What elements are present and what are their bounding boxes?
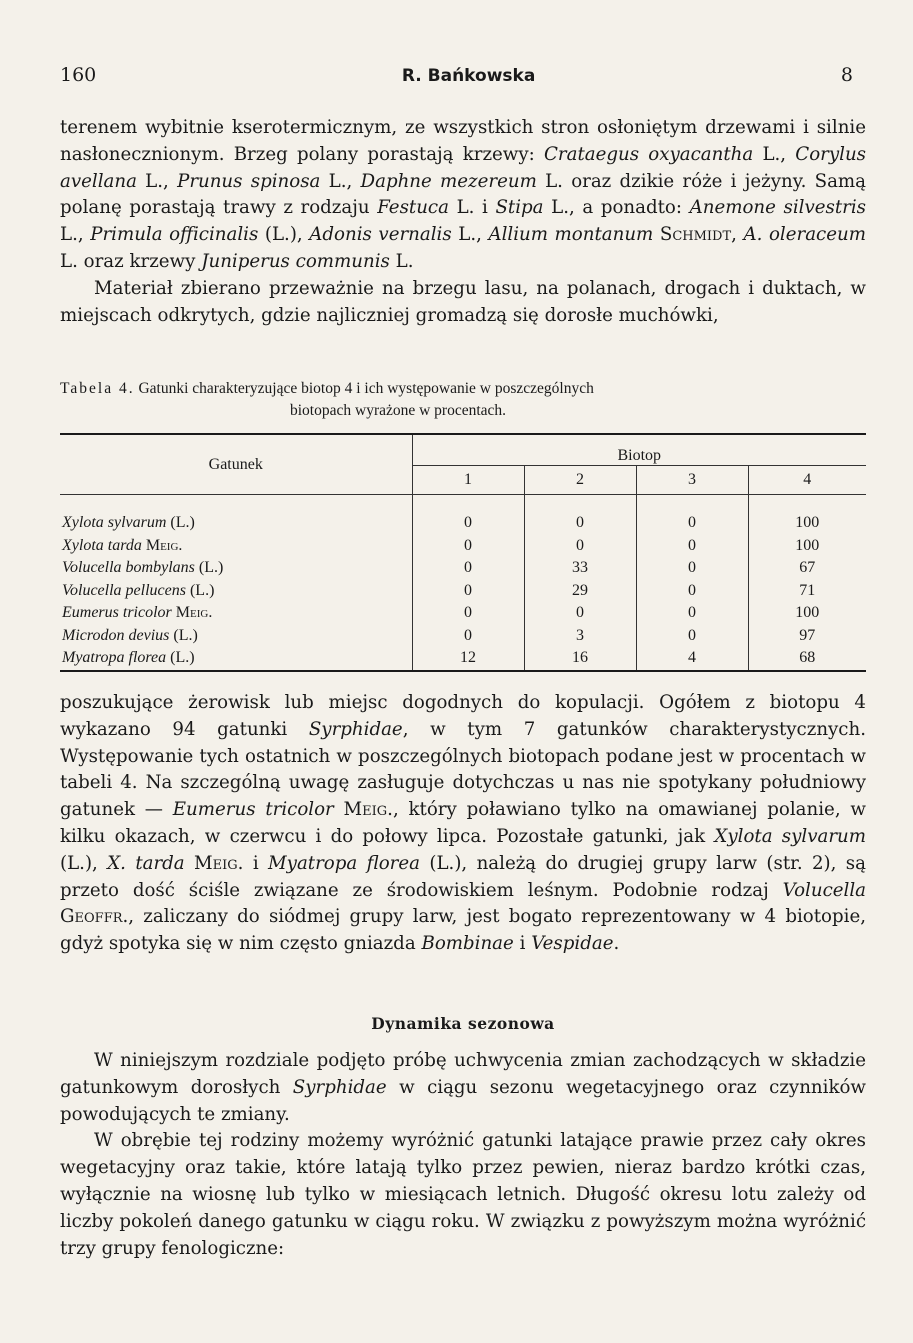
table-caption (60, 378, 866, 422)
body-text-top (60, 115, 866, 329)
value-cell: 0 (636, 625, 748, 648)
value-cell: 0 (412, 602, 524, 625)
column-header-biotop-1: 1 (412, 466, 524, 495)
species-cell: Xylota sylvarum (L.) (62, 514, 195, 532)
value-cell: 0 (524, 602, 636, 625)
value-cell: 0 (412, 580, 524, 603)
column-header-biotop-4: 4 (748, 466, 866, 495)
page-number: 160 (60, 64, 97, 86)
volume-number: 8 (840, 64, 853, 86)
value-cell: 0 (412, 557, 524, 580)
species-cell: Volucella pellucens (L.) (62, 581, 215, 599)
value-cell: 0 (636, 535, 748, 558)
value-cell: 12 (412, 647, 524, 671)
value-cell: 29 (524, 580, 636, 603)
value-cell: 0 (636, 580, 748, 603)
column-header-biotop-3: 3 (636, 466, 748, 495)
value-cell: 0 (412, 535, 524, 558)
paragraph-phenology: W obrębie tej rodziny możemy wyróżnić gatunki latające prawie przez cały okres wegetacyjny oraz takie, które latają tylko przez pewien, nieraz bardzo krótki czas, wyłącznie na wiosnę lub tylko w miesiącach letnich. Długość okresu lotu zależy od liczby pokoleń danego gatunku w ciągu roku. W związku z powyższym można wyróżnić trzy grupy fenologiczne: (60, 1130, 866, 1259)
value-cell: 0 (636, 512, 748, 535)
table-row (60, 580, 866, 603)
column-header-biotop: Biotop (412, 434, 866, 466)
table-row (60, 512, 866, 535)
species-cell: Myatropa florea (L.) (60, 647, 412, 671)
value-cell: 100 (748, 535, 866, 558)
body-text-middle (60, 690, 866, 958)
value-cell: 67 (748, 557, 866, 580)
value-cell: 68 (748, 647, 866, 671)
value-cell: 0 (524, 535, 636, 558)
table-row (60, 535, 866, 558)
table-label: Tabela 4. (60, 380, 135, 397)
value-cell: 71 (748, 580, 866, 603)
value-cell: 0 (412, 512, 524, 535)
value-cell: 100 (748, 602, 866, 625)
paragraph-continued: terenem wybitnie kserotermicznym, ze wszystkich stron osłoniętym drzewami i silnie nasłonecznionym. Brzeg polany porastają krzewy: Crataegus oxyacantha L., Corylus avellana L., Prunus spinosa L., Daphne mezereum L. oraz dzikie róże i jeżyny. Samą polanę porastają trawy z rodzaju Festuca L. i Stipa L., a ponadto: Anemone silvestris L., Primula officinalis (L.), Adonis vernalis L., Allium montanum Schmidt, A. oleraceum L. oraz krzewy Juniperus communis L. (60, 117, 867, 272)
running-header (60, 64, 853, 88)
table-row (60, 602, 866, 625)
value-cell: 0 (412, 625, 524, 648)
value-cell: 0 (636, 557, 748, 580)
section-title: Dynamika sezonowa (371, 1014, 555, 1033)
table-caption-line1: Gatunki charakteryzujące biotop 4 i ich występowanie w poszczególnych (134, 380, 594, 397)
table-row (60, 557, 866, 580)
running-author: R. Bańkowska (401, 66, 536, 86)
value-cell: 4 (636, 647, 748, 671)
column-header-species: Gatunek (60, 434, 412, 495)
value-cell: 16 (524, 647, 636, 671)
data-table (60, 433, 866, 672)
species-cell: Xylota tarda Meig. (62, 536, 183, 554)
table-caption-line2: biotopach wyrażone w procentach. (290, 402, 507, 419)
column-header-biotop-2: 2 (524, 466, 636, 495)
value-cell: 0 (636, 602, 748, 625)
species-cell: Microdon devius (L.) (62, 626, 198, 644)
species-cell: Eumerus tricolor Meig. (62, 604, 213, 622)
value-cell: 33 (524, 557, 636, 580)
body-text-bottom (60, 1048, 866, 1262)
value-cell: 3 (524, 625, 636, 648)
value-cell: 0 (524, 512, 636, 535)
table-row (60, 647, 866, 671)
table-row (60, 625, 866, 648)
paragraph-material: Materiał zbierano przeważnie na brzegu lasu, na polanach, drogach i duktach, w miejscach odkrytych, gdzie najliczniej gromadzą się dorosłe muchówki, (60, 277, 866, 326)
value-cell: 97 (748, 625, 866, 648)
species-cell: Volucella bombylans (L.) (62, 559, 224, 577)
paragraph-biotop-4: poszukujące żerowisk lub miejsc dogodnych do kopulacji. Ogółem z biotopu 4 wykazano 94 gatunki Syrphidae, w tym 7 gatunków charakterystycznych. Występowanie tych ostatnich w poszczególnych biotopach podane jest w procentach w tabeli 4. Na szczególną uwagę zasługuje dotychczas u nas nie spotykany południowy gatunek — Eumerus tricolor Meig., który poławiano tylko na omawianej polanie, w kilku okazach, w czerwcu i do połowy lipca. Pozostałe gatunki, jak Xylota sylvarum (L.), X. tarda Meig. i Myatropa florea (L.), należą do drugiej grupy larw (str. 2), są przeto dość ściśle związane ze środowiskiem leśnym. Podobnie rodzaj Volucella Geoffr., zaliczany do siódmej grupy larw, jest bogato reprezentowany w 4 biotopie, gdyż spotyka się w nim często gniazda Bombinae i Vespidae. (60, 692, 866, 955)
value-cell: 100 (748, 512, 866, 535)
paragraph-dynamics-intro: W niniejszym rozdziale podjęto próbę uchwycenia zmian zachodzących w składzie gatunkowym dorosłych Syrphidae w ciągu sezonu wegetacyjnego oraz czynników powodujących te zmiany. (60, 1050, 866, 1125)
